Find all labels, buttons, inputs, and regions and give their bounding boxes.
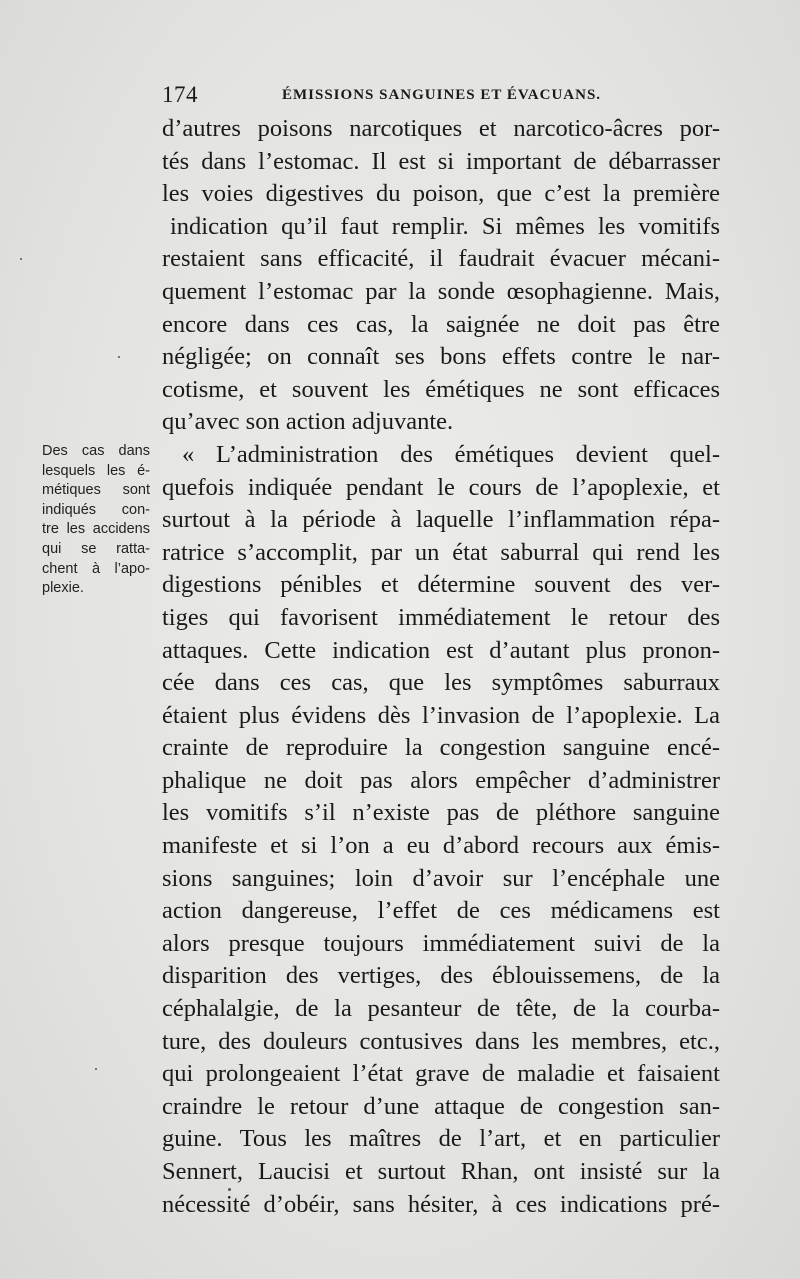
body-line: alors presque toujours immédiatement suivi de la	[162, 929, 720, 957]
ink-speck	[118, 356, 120, 358]
margin-note-line: indiqués con-	[42, 501, 150, 518]
body-line: tiges qui favorisent immédiatement le retour des	[162, 603, 720, 631]
margin-note-line: chent à l’apo-	[42, 560, 150, 577]
body-line: Sennert, Laucisi et surtout Rhan, ont insisté sur la	[162, 1158, 720, 1185]
margin-note-line: métiques sont	[42, 482, 150, 499]
margin-note-line: tre les accidens	[42, 521, 150, 538]
paragraph-start-line: « L’administration des émétiques devient quel-	[182, 440, 720, 468]
body-line: crainte de reproduire la congestion sanguine encé-	[162, 734, 720, 762]
ink-speck	[95, 1068, 97, 1070]
margin-note-line: qui se ratta-	[42, 540, 150, 557]
body-line: céphalalgie, de la pesanteur de tête, de la courba-	[162, 995, 720, 1023]
margin-note-line: Des cas dans	[42, 443, 150, 459]
body-line: qui prolongeaient l’état grave de maladie et faisaient	[162, 1060, 720, 1088]
body-line: étaient plus évidens dès l’invasion de l’apoplexie. La	[162, 701, 720, 729]
margin-note-line: plexie.	[42, 580, 84, 597]
ink-speck	[20, 258, 22, 260]
body-line: digestions pénibles et détermine souvent des ver-	[162, 571, 720, 599]
body-line: manifeste et si l’on a eu d’abord recours aux émis-	[162, 832, 720, 860]
body-line: action dangereuse, l’effet de ces médicamens est	[162, 897, 720, 925]
body-line: quement l’estomac par la sonde œsophagienne. Mais,	[162, 277, 720, 305]
body-line: guine. Tous les maîtres de l’art, et en particulier	[162, 1125, 720, 1153]
body-line: ratrice s’accomplit, par un état saburral qui rend les	[162, 538, 720, 566]
body-line: disparition des vertiges, des éblouissemens, de la	[162, 962, 720, 990]
body-line: les voies digestives du poison, que c’est la première	[162, 180, 720, 208]
body-line: attaques. Cette indication est d’autant plus pronon-	[162, 636, 720, 664]
body-line: ture, des douleurs contusives dans les membres, etc.,	[162, 1027, 720, 1055]
page-header	[162, 82, 720, 112]
body-line: restaient sans efficacité, il faudrait évacuer mécani-	[162, 245, 720, 273]
body-line: nécessité d’obéir, sans hésiter, à ces indications pré-	[162, 1190, 720, 1218]
body-line: d’autres poisons narcotiques et narcotico-âcres por-	[162, 115, 720, 142]
margin-note-line: lesquels les é-	[42, 462, 150, 479]
body-line: négligée; on connaît ses bons effets contre le nar-	[162, 343, 720, 371]
body-line: les vomitifs s’il n’existe pas de pléthore sanguine	[162, 799, 720, 827]
body-line: quefois indiquée pendant le cours de l’apoplexie, et	[162, 473, 720, 501]
body-line: phalique ne doit pas alors empêcher d’administrer	[162, 766, 720, 794]
body-text	[162, 113, 720, 1221]
body-line: cotisme, et souvent les émétiques ne sont efficaces	[162, 375, 720, 403]
body-line: sions sanguines; loin d’avoir sur l’encéphale une	[162, 864, 720, 892]
body-line: tés dans l’estomac. Il est si important de débarrasser	[162, 147, 720, 175]
body-line: craindre le retour d’une attaque de congestion san-	[162, 1092, 720, 1120]
body-line: cée dans ces cas, que les symptômes saburraux	[162, 669, 720, 697]
running-head: ÉMISSIONS SANGUINES ET ÉVACUANS.	[282, 87, 602, 103]
ink-speck	[228, 1188, 231, 1191]
body-line: surtout à la période à laquelle l’inflammation répa-	[162, 506, 720, 534]
body-line: qu’avec son action adjuvante.	[162, 408, 454, 436]
body-line: encore dans ces cas, la saignée ne doit pas être	[162, 310, 720, 338]
margin-note	[42, 442, 150, 599]
page-number: 174	[162, 82, 198, 107]
body-line: indication qu’il faut remplir. Si mêmes les vomitifs	[170, 212, 720, 240]
